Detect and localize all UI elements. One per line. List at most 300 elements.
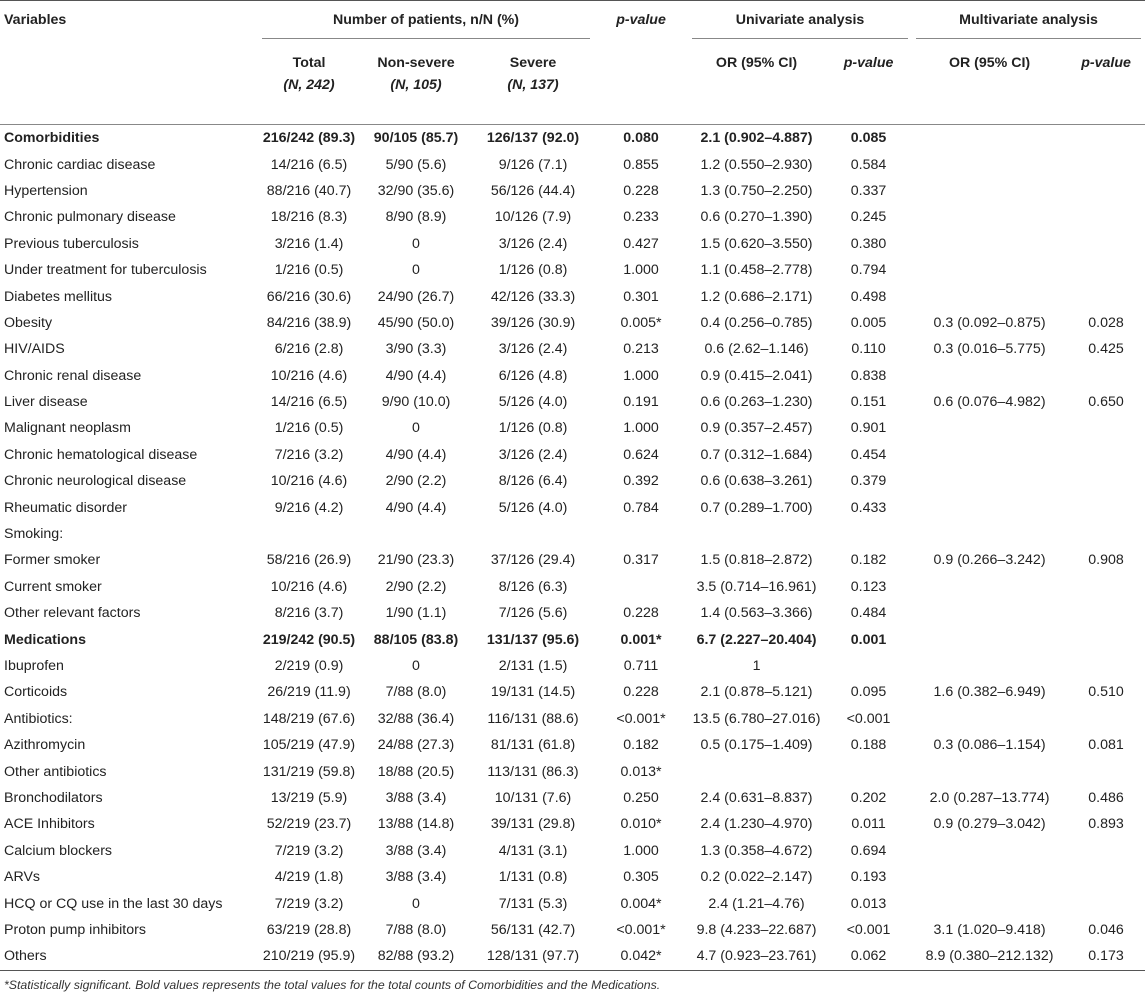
cell-multi-p-value: 0.173 [1067, 943, 1145, 970]
header-severe-n: (N, 137) [507, 77, 559, 93]
cell-non-severe: 7/88 (8.0) [385, 921, 447, 938]
header-p-value: p-value [594, 1, 688, 40]
cell-p-value: 0.317 [623, 552, 659, 569]
cell-variable: HCQ or CQ use in the last 30 days [4, 895, 223, 912]
table-row [0, 864, 1145, 890]
cell-severe: 7/126 (5.6) [498, 605, 568, 622]
cell-multi-p-value [1067, 415, 1145, 441]
cell-total: 13/219 (5.9) [270, 789, 348, 806]
header-univariate: Univariate analysis [688, 1, 912, 40]
table-row [0, 521, 1145, 547]
cell-severe: 8/126 (6.4) [498, 473, 568, 490]
cell-total: 66/216 (30.6) [266, 288, 352, 305]
cell-non-severe: 0 [412, 262, 420, 279]
cell-uni-p-value: 0.498 [850, 288, 887, 305]
cell-multi-p-value: 0.028 [1088, 314, 1124, 331]
cell-p-value: 0.005* [620, 314, 662, 331]
cell-total: 10/216 (4.6) [270, 473, 348, 490]
table-row [0, 785, 1145, 811]
cell-uni-or-ci: 1.2 (0.550–2.930) [700, 156, 813, 173]
table-row [0, 574, 1145, 600]
cell-multi-p-value [1067, 442, 1145, 468]
cell-multi-p-value [1067, 574, 1145, 600]
cell-variable: Comorbidities [4, 130, 100, 147]
cell-total: 10/216 (4.6) [270, 367, 348, 384]
header-p-value-uni: p-value [825, 39, 912, 125]
cell-multi-p-value [1067, 283, 1145, 309]
cell-uni-or-ci: 0.4 (0.256–0.785) [700, 314, 813, 331]
cell-variable: Smoking: [4, 526, 64, 543]
cell-variable: Other relevant factors [4, 605, 141, 622]
header-variables: Variables [0, 1, 258, 40]
cell-variable: Hypertension [4, 182, 88, 199]
cell-total: 63/219 (28.8) [266, 921, 352, 938]
cell-multi-p-value [1067, 494, 1145, 520]
cell-multi-p-value: 0.081 [1088, 737, 1124, 754]
cell-total: 219/242 (90.5) [262, 631, 356, 648]
cell-total: 7/219 (3.2) [274, 842, 344, 859]
cell-uni-p-value: 0.095 [850, 684, 887, 701]
cell-multi-p-value: 0.893 [1088, 816, 1124, 833]
cell-p-value: 0.233 [623, 209, 659, 226]
header-severe [472, 39, 594, 125]
header-multivariate: Multivariate analysis [912, 1, 1145, 40]
cell-non-severe: 18/88 (20.5) [377, 763, 455, 780]
header-total-n: (N, 242) [283, 77, 335, 93]
cell-multi-or-ci: 2.0 (0.287–13.774) [929, 789, 1050, 806]
cell-variable: Current smoker [4, 578, 102, 595]
cell-p-value: 0.624 [623, 446, 659, 463]
cell-non-severe: 8/90 (8.9) [385, 209, 447, 226]
cell-multi-p-value [1067, 468, 1145, 494]
table-row [0, 547, 1145, 573]
header-empty-p [594, 39, 688, 125]
cell-multi-or-ci: 0.3 (0.016–5.775) [933, 341, 1046, 358]
cell-multi-p-value: 0.486 [1088, 789, 1124, 806]
cell-uni-or-ci: 4.7 (0.923–23.761) [688, 943, 825, 970]
cell-variable: Chronic neurological disease [4, 473, 187, 490]
cell-multi-or-ci [912, 415, 1067, 441]
cell-severe: 1/126 (0.8) [498, 420, 568, 437]
cell-non-severe: 0 [412, 235, 420, 252]
cell-multi-or-ci [912, 653, 1067, 679]
cell-p-value: <0.001* [616, 921, 666, 938]
cell-p-value: 0.228 [623, 605, 659, 622]
cell-uni-or-ci: 3.5 (0.714–16.961) [696, 578, 817, 595]
cell-uni-p-value: 0.110 [851, 341, 886, 358]
cell-p-value: 1.000 [623, 367, 659, 384]
cell-uni-or-ci: 2.4 (0.631–8.837) [700, 789, 813, 806]
cell-variable: Ibuprofen [4, 658, 64, 674]
cell-uni-or-ci: 0.5 (0.175–1.409) [700, 737, 813, 754]
cell-severe: 6/126 (4.8) [498, 367, 568, 384]
cell-non-severe: 0 [412, 420, 420, 437]
cell-multi-or-ci [912, 521, 1067, 547]
cell-uni-or-ci: 6.7 (2.227–20.404) [696, 631, 817, 648]
cell-variable: Previous tuberculosis [4, 235, 139, 252]
cell-multi-or-ci: 0.3 (0.092–0.875) [933, 314, 1046, 331]
cell-total: 1/216 (0.5) [274, 420, 344, 437]
cell-p-value: 0.855 [623, 156, 659, 173]
cell-non-severe: 45/90 (50.0) [377, 314, 455, 331]
cell-variable: Other antibiotics [4, 763, 107, 780]
cell-non-severe: 9/90 (10.0) [381, 394, 451, 411]
cell-multi-or-ci [912, 706, 1067, 732]
cell-p-value: 0.182 [623, 737, 659, 754]
cell-severe: 8/126 (6.3) [498, 578, 568, 595]
cell-variable: Former smoker [4, 552, 101, 569]
cell-uni-or-ci: 1.4 (0.563–3.366) [700, 605, 813, 622]
cell-non-severe: 24/90 (26.7) [377, 288, 455, 305]
cell-non-severe: 0 [412, 658, 420, 674]
cell-multi-or-ci [912, 838, 1067, 864]
cell-variable: Calcium blockers [4, 842, 113, 859]
cell-severe: 128/131 (97.7) [472, 943, 594, 970]
cell-uni-or-ci: 1.5 (0.620–3.550) [700, 235, 813, 252]
cell-p-value: 0.301 [623, 288, 659, 305]
table-row [0, 890, 1145, 916]
cell-p-value [594, 574, 688, 600]
cell-uni-or-ci: 0.9 (0.415–2.041) [700, 367, 813, 384]
cell-uni-or-ci: 9.8 (4.233–22.687) [696, 921, 817, 938]
cell-total: 210/219 (95.9) [258, 943, 360, 970]
cell-variable: Obesity [4, 314, 53, 331]
table-row [0, 494, 1145, 520]
cell-multi-or-ci: 0.9 (0.266–3.242) [933, 552, 1046, 569]
cell-multi-p-value [1067, 204, 1145, 230]
cell-total: 58/216 (26.9) [266, 552, 352, 569]
table-row [0, 943, 1145, 970]
cell-severe: 10/126 (7.9) [494, 209, 572, 226]
cell-variable: Azithromycin [4, 737, 86, 754]
cell-total: 7/219 (3.2) [274, 895, 344, 912]
cell-total: 6/216 (2.8) [274, 341, 344, 358]
cell-multi-or-ci: 1.6 (0.382–6.949) [933, 684, 1046, 701]
cell-severe: 126/137 (92.0) [486, 130, 580, 147]
cell-severe: 37/126 (29.4) [490, 552, 576, 569]
cell-total: 216/242 (89.3) [262, 130, 356, 147]
cell-non-severe: 3/88 (3.4) [385, 789, 447, 806]
cell-multi-p-value [1067, 838, 1145, 864]
cell-non-severe: 3/90 (3.3) [385, 341, 447, 358]
table-row [0, 468, 1145, 494]
table-body [0, 125, 1145, 971]
cell-uni-or-ci: 13.5 (6.780–27.016) [692, 710, 821, 727]
table-row [0, 811, 1145, 837]
cell-multi-or-ci [912, 468, 1067, 494]
cell-severe: 56/131 (42.7) [490, 921, 576, 938]
cell-variable: ARVs [4, 869, 41, 886]
cell-non-severe: 32/88 (36.4) [377, 710, 455, 727]
cell-uni-p-value: 0.151 [850, 394, 887, 411]
cell-non-severe: 3/88 (3.4) [385, 869, 447, 886]
cell-uni-or-ci: 2.1 (0.878–5.121) [700, 684, 813, 701]
cell-variable: Chronic cardiac disease [4, 156, 156, 173]
cell-non-severe [360, 521, 472, 547]
cell-multi-p-value [1067, 125, 1145, 152]
cell-variable: Antibiotics: [4, 710, 73, 727]
table-row [0, 231, 1145, 257]
cell-severe [472, 521, 594, 547]
cell-multi-p-value [1067, 864, 1145, 890]
cell-variable: Under treatment for tuberculosis [4, 262, 207, 279]
cell-multi-or-ci [912, 257, 1067, 283]
cell-variable: Rheumatic disorder [4, 499, 128, 516]
cell-total: 3/216 (1.4) [274, 235, 344, 252]
cell-uni-p-value: 0.193 [850, 869, 887, 886]
cell-p-value: 1.000 [623, 842, 659, 859]
cell-uni-p-value: 0.001 [850, 631, 887, 648]
cell-uni-or-ci: 0.6 (0.270–1.390) [700, 209, 813, 226]
cell-non-severe: 90/105 (85.7) [373, 130, 459, 147]
cell-multi-p-value [1067, 706, 1145, 732]
cell-non-severe: 32/90 (35.6) [377, 182, 455, 199]
cell-severe: 5/126 (4.0) [498, 499, 568, 516]
header-non-severe [360, 39, 472, 125]
cell-multi-or-ci: 8.9 (0.380–212.132) [912, 943, 1067, 970]
cell-severe: 1/126 (0.8) [498, 262, 568, 279]
cell-non-severe: 21/90 (23.3) [377, 552, 455, 569]
cell-multi-p-value [1067, 363, 1145, 389]
cell-uni-p-value [825, 758, 912, 784]
cell-uni-p-value: 0.182 [850, 552, 887, 569]
cell-multi-p-value [1067, 151, 1145, 177]
cell-uni-p-value: 0.337 [850, 182, 887, 199]
table-row [0, 626, 1145, 652]
cell-uni-p-value: 0.694 [850, 842, 887, 859]
cell-severe: 131/137 (95.6) [486, 631, 580, 648]
cell-multi-or-ci [912, 758, 1067, 784]
cell-uni-or-ci: 0.6 (0.263–1.230) [700, 394, 813, 411]
cell-variable: Chronic pulmonary disease [4, 209, 176, 226]
cell-total: 131/219 (59.8) [262, 763, 356, 780]
cell-multi-or-ci [912, 231, 1067, 257]
cell-non-severe: 3/88 (3.4) [385, 842, 447, 859]
cell-uni-or-ci: 1.5 (0.818–2.872) [700, 552, 813, 569]
cell-severe: 5/126 (4.0) [498, 394, 568, 411]
cell-p-value: 0.711 [623, 658, 659, 674]
cell-multi-or-ci [912, 125, 1067, 152]
cell-multi-p-value [1067, 890, 1145, 916]
cell-p-value: 0.013* [620, 763, 662, 780]
cell-multi-or-ci [912, 626, 1067, 652]
cell-p-value: 0.080 [623, 130, 659, 147]
cell-severe: 9/126 (7.1) [498, 156, 568, 173]
cell-severe: 42/126 (33.3) [490, 288, 576, 305]
cell-uni-or-ci: 2.4 (1.21–4.76) [708, 895, 805, 912]
cell-severe: 113/131 (86.3) [487, 763, 579, 780]
header-total-label: Total [292, 55, 326, 71]
cell-uni-p-value: 0.901 [850, 420, 887, 437]
cell-total [258, 521, 360, 547]
cell-uni-p-value [825, 521, 912, 547]
cell-multi-p-value: 0.046 [1088, 921, 1124, 938]
cell-uni-p-value: 0.380 [850, 235, 887, 252]
cell-uni-p-value: 0.433 [850, 499, 887, 516]
cell-uni-or-ci: 1.2 (0.686–2.171) [700, 288, 813, 305]
cell-multi-p-value [1067, 521, 1145, 547]
cell-uni-or-ci: 1 [752, 658, 761, 674]
header-non-severe-label: Non-severe [377, 55, 455, 71]
cell-severe: 39/131 (29.8) [490, 816, 576, 833]
cell-non-severe: 0 [412, 895, 420, 912]
header-non-severe-n: (N, 105) [390, 77, 442, 93]
cell-total: 148/219 (67.6) [262, 710, 356, 727]
cell-uni-p-value: 0.379 [850, 473, 887, 490]
cell-uni-or-ci: 0.6 (0.638–3.261) [700, 473, 813, 490]
cell-non-severe: 4/90 (4.4) [385, 446, 447, 463]
cell-multi-or-ci [912, 283, 1067, 309]
table-row [0, 679, 1145, 705]
table-row [0, 415, 1145, 441]
cell-multi-p-value [1067, 257, 1145, 283]
cell-p-value: 1.000 [623, 420, 659, 437]
cell-severe: 3/126 (2.4) [498, 446, 568, 463]
cell-total: 84/216 (38.9) [266, 314, 352, 331]
cell-severe: 56/126 (44.4) [490, 182, 576, 199]
cell-p-value: 0.213 [623, 341, 659, 358]
cell-multi-p-value: 0.425 [1088, 341, 1124, 358]
cell-total: 2/219 (0.9) [274, 658, 344, 674]
cell-uni-or-ci: 1.1 (0.458–2.778) [700, 262, 813, 279]
cell-non-severe: 7/88 (8.0) [385, 684, 447, 701]
table-row [0, 310, 1145, 336]
header-p-value-multi: p-value [1067, 39, 1145, 125]
cell-variable: Bronchodilators [4, 789, 103, 806]
cell-uni-or-ci: 0.9 (0.357–2.457) [700, 420, 813, 437]
table-row [0, 178, 1145, 204]
cell-p-value: 0.004* [620, 895, 662, 912]
cell-non-severe: 13/88 (14.8) [377, 816, 455, 833]
cell-multi-p-value: 0.650 [1088, 394, 1124, 411]
table-row [0, 732, 1145, 758]
table-row [0, 283, 1145, 309]
cell-multi-or-ci: 0.6 (0.076–4.982) [933, 394, 1046, 411]
table-row [0, 336, 1145, 362]
cell-total: 105/219 (47.9) [262, 737, 356, 754]
cell-p-value: 0.228 [623, 684, 659, 701]
table-row [0, 706, 1145, 732]
cell-uni-or-ci [688, 521, 825, 547]
cell-variable: Medications [4, 631, 86, 648]
header-or-ci-uni: OR (95% CI) [688, 39, 825, 125]
table-row [0, 653, 1145, 679]
cell-multi-p-value: 0.510 [1088, 684, 1124, 701]
cell-uni-or-ci: 0.7 (0.312–1.684) [700, 446, 813, 463]
cell-p-value: 0.305 [623, 869, 659, 886]
table-row [0, 389, 1145, 415]
table-row [0, 600, 1145, 626]
cell-multi-p-value [1067, 178, 1145, 204]
table-row [0, 151, 1145, 177]
cell-uni-p-value: 0.013 [850, 895, 887, 912]
cell-non-severe: 4/90 (4.4) [385, 367, 447, 384]
cell-p-value: 0.042* [594, 943, 688, 970]
cell-uni-p-value: 0.454 [850, 446, 887, 463]
cell-multi-p-value [1067, 231, 1145, 257]
cell-p-value: 0.228 [623, 182, 659, 199]
cell-severe: 2/131 (1.5) [498, 658, 568, 674]
cell-severe: 39/126 (30.9) [490, 314, 576, 331]
cell-severe: 116/131 (88.6) [487, 710, 579, 727]
cell-multi-or-ci [912, 600, 1067, 626]
cell-total: 14/216 (6.5) [270, 394, 348, 411]
cell-p-value [594, 521, 688, 547]
cell-non-severe: 82/88 (93.2) [360, 943, 472, 970]
cell-severe: 1/131 (0.8) [498, 869, 568, 886]
cell-multi-or-ci [912, 363, 1067, 389]
cell-severe: 19/131 (14.5) [490, 684, 576, 701]
table-row [0, 838, 1145, 864]
cell-severe: 3/126 (2.4) [498, 235, 568, 252]
cell-variable: Chronic renal disease [4, 367, 142, 384]
cell-non-severe: 88/105 (83.8) [373, 631, 459, 648]
cell-p-value: 0.001* [620, 631, 662, 648]
cell-uni-or-ci: 2.1 (0.902–4.887) [700, 130, 813, 147]
cell-multi-p-value [1067, 626, 1145, 652]
cell-uni-or-ci: 0.7 (0.289–1.700) [700, 499, 813, 516]
cell-total: 26/219 (11.9) [267, 684, 351, 701]
table-row [0, 125, 1145, 152]
cell-variable: Corticoids [4, 684, 68, 701]
cell-multi-or-ci: 3.1 (1.020–9.418) [933, 921, 1046, 938]
cell-non-severe: 2/90 (2.2) [385, 473, 447, 490]
cell-uni-p-value: <0.001 [846, 921, 891, 938]
cell-p-value: 0.250 [623, 789, 659, 806]
cell-p-value: <0.001* [616, 710, 666, 727]
cell-uni-p-value: <0.001 [846, 710, 891, 727]
cell-total: 14/216 (6.5) [270, 156, 348, 173]
cell-total: 9/216 (4.2) [274, 499, 344, 516]
cell-p-value: 0.784 [623, 499, 659, 516]
cell-multi-or-ci [912, 494, 1067, 520]
cell-total: 7/216 (3.2) [274, 446, 344, 463]
cell-multi-or-ci: 0.9 (0.279–3.042) [933, 816, 1046, 833]
cell-multi-or-ci [912, 574, 1067, 600]
cell-variable: Others [0, 943, 258, 970]
cell-variable: HIV/AIDS [4, 341, 65, 358]
cell-uni-or-ci: 0.6 (2.62–1.146) [704, 341, 809, 358]
cell-variable: ACE Inhibitors [4, 816, 95, 833]
cell-uni-p-value: 0.484 [850, 605, 887, 622]
header-empty [0, 39, 258, 125]
cell-multi-p-value [1067, 758, 1145, 784]
cell-multi-or-ci [912, 890, 1067, 916]
cell-severe: 7/131 (5.3) [498, 895, 568, 912]
cell-uni-or-ci: 2.4 (1.230–4.970) [700, 816, 813, 833]
table-row [0, 204, 1145, 230]
cell-uni-p-value: 0.011 [851, 816, 886, 833]
cell-variable: Diabetes mellitus [4, 288, 113, 305]
footnote: *Statistically significant. Bold values represents the total values for the total counts of Comorbidities and the Medications. [4, 978, 661, 992]
header-severe-label: Severe [509, 55, 557, 71]
cell-uni-p-value: 0.794 [850, 262, 887, 279]
cell-uni-p-value: 0.188 [850, 737, 887, 754]
table-row [0, 917, 1145, 943]
cell-total: 4/219 (1.8) [274, 869, 344, 886]
cell-severe: 81/131 (61.8) [490, 737, 576, 754]
table-row [0, 758, 1145, 784]
cell-multi-or-ci [912, 204, 1067, 230]
cell-uni-p-value: 0.245 [850, 209, 887, 226]
cell-non-severe: 1/90 (1.1) [385, 605, 447, 622]
cell-total: 88/216 (40.7) [266, 182, 352, 199]
cell-uni-p-value: 0.085 [850, 130, 887, 147]
cell-total: 8/216 (3.7) [274, 605, 344, 622]
cell-variable: Proton pump inhibitors [4, 921, 146, 938]
cell-uni-p-value: 0.202 [850, 789, 887, 806]
cell-multi-or-ci [912, 864, 1067, 890]
